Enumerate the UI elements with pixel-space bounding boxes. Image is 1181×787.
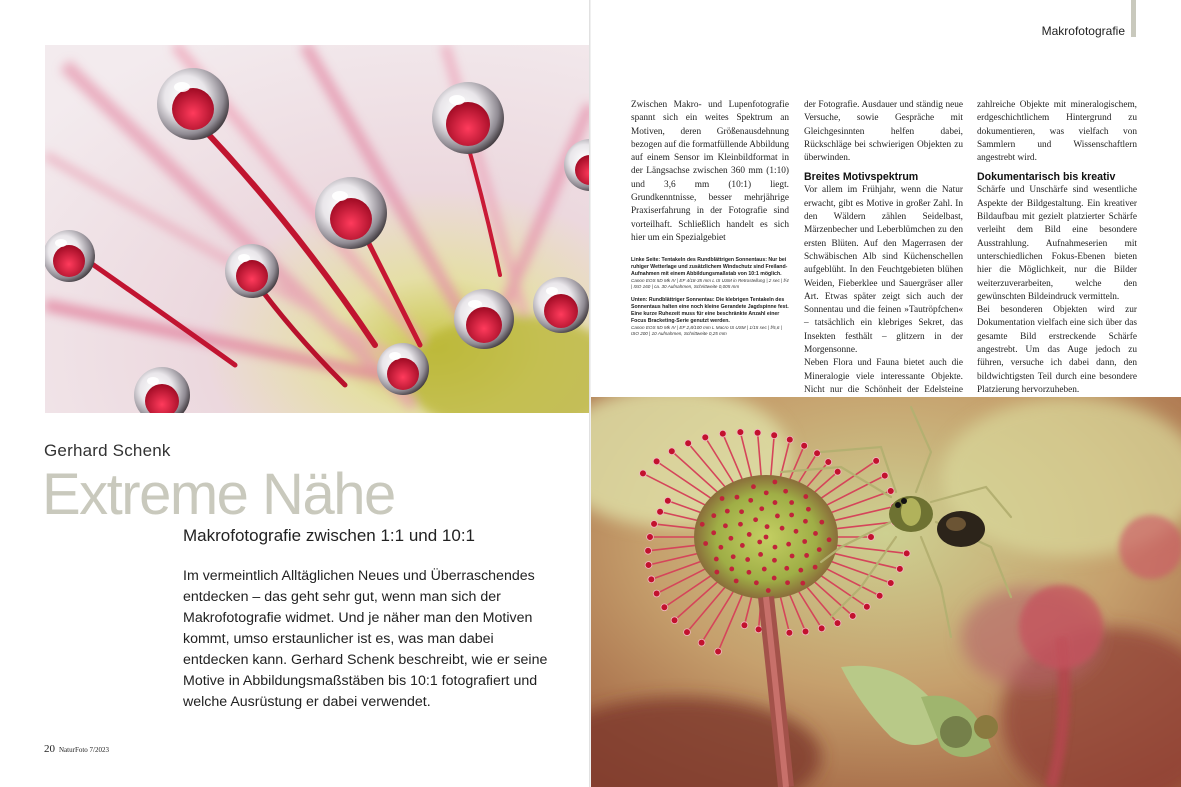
caption-text: Unten: Rundblättriger Sonnentau: Die klebrigen Tentakeln des Sonnentaus halten eine noch kleine Gerandete Jagdspinne fest. Eine kurze Ruhezeit muss für eine beschränkte Anzahl einer Focus Bracketing-Serie genutzt werden. bbox=[631, 296, 789, 324]
page-number: 20 bbox=[44, 743, 55, 755]
article-subtitle: Makrofotografie zwischen 1:1 und 10:1 bbox=[183, 526, 476, 545]
photo-caption-top bbox=[631, 257, 789, 290]
author-name: Gerhard Schenk bbox=[44, 441, 171, 460]
text-column-2 bbox=[804, 99, 963, 411]
section-tab-marker bbox=[1131, 0, 1136, 37]
body-paragraph: Bei besonderen Objekten wird zur Dokumentation vielfach eine sich über das gesamte Bild erstreckende Schärfe angestrebt. Um das Auge jedoch zu führen, versuche ich dabei dann, den bildwichtigsten Teil durch eine besondere Platzierung hervorzuheben. bbox=[977, 305, 1137, 395]
section-heading: Breites Motivspektrum bbox=[804, 171, 919, 184]
section-heading: Dokumentarisch bis kreativ bbox=[977, 171, 1116, 184]
body-paragraph: Neben Flora und Fauna bietet auch die Mineralogie viele interessante Objekte. Nicht nur die Schönheit der Edelsteine bbox=[804, 358, 963, 395]
article-headline: Extreme Nähe bbox=[42, 462, 395, 527]
spider-on-sundew-photo bbox=[591, 397, 1181, 787]
page-footer bbox=[44, 743, 109, 755]
sundew-droplets-photo bbox=[45, 45, 590, 413]
section-title: Makrofotografie bbox=[1041, 24, 1125, 38]
text-column-1 bbox=[631, 99, 789, 337]
intro-paragraph: Im vermeintlich Alltäglichen Neues und Überraschendes entdecken – das geht sehr gut, wenn man sich der Makrofotografie widmet. Und je näher man den Motiven kommt, umso erstaunlicher ist es, was man dabei entdecken kann. Gerhard Schenk beschreibt, wie er seine Motive in Abbildungsmaßstäben bis 10:1 fotografiert und welche Ausrüstung er dabei verwendet. bbox=[183, 568, 548, 710]
body-paragraph: Vor allem im Frühjahr, wenn die Natur erwacht, gibt es Motive in großer Zahl. In den Wäldern zählen Seidelbast, Märzenbecher und Leberblümchen zu den ersten Blüten. Auf den Magerrasen der Schwäbischen Alb sind Küchenschellen aufgeblüht. In den Feuchtgebieten blühen Weiden, Fieberklee und Sauergräser aller Art. Etwas später zeigt sich auch der Sonnentau und die feinen »Tautröpfchen« – tatsächlich ein klebriges Sekret, das Insekten festhält – glitzern in der Morgensonne. bbox=[804, 185, 963, 356]
caption-text: Linke Seite: Tentakeln des Rundblättrigen Sonnentaus: Nur bei ruhiger Wetterlage und zusätzlichem Windschutz sind Freiland-Aufnahmen mit einem Abbildungsmaßstab von 10:1 möglich. bbox=[631, 257, 788, 278]
caption-exif: Canon EOS 5D Mk IV | EF 4/18-35 mm L IS USM in Retrostellung | 2 sec | f/4 | ISO 160 | ca. 30 Aufnahmen, Schrittweite 0,005 mm bbox=[631, 278, 789, 290]
body-paragraph: zahlreiche Objekte mit mineralogischem, erdgeschichtlichem Hintergrund zu dokumentieren, was vielfach von Sammlern und Wissenschaftlern angestrebt wird. bbox=[977, 100, 1137, 164]
caption-exif: Canon EOS 5D Mk IV | EF 2,8/100 mm L Macro IS USM | 1/15 sec | f/5,6 | ISO 200 | 10 Aufnahmen, Schrittweite 0,25 mm bbox=[631, 324, 782, 336]
text-column-3 bbox=[977, 99, 1137, 397]
body-paragraph: Schärfe und Unschärfe sind wesentliche Aspekte der Bildgestaltung. Ein kreativer Bildaufbau mit gezielt platzierter Schärfe verleiht dem Bild eine besondere Ausstrahlung. Aufnahmeserien mit unterschiedlichen Fokus-Ebenen bieten hier die Möglichkeit, nur die Bilder weiterzuverarbeiten, welche den gewünschten Bildeindruck vermitteln. bbox=[977, 185, 1137, 302]
right-page bbox=[591, 0, 1181, 787]
body-paragraph: der Fotografie. Ausdauer und ständig neue Versuche, sowie Gespräche mit Gleichgesinnten helfen dabei, Rückschläge bei schwierigen Objekten zu überwinden. bbox=[804, 100, 963, 164]
body-paragraph: Zwischen Makro- und Lupenfotografie spannt sich ein weites Spektrum an Motiven, deren Größenausdehnung bezogen auf die formatfüllende Abbildung auf einem Sensor im Kleinbildformat in der Längsachse zwischen 360 mm (1:10) und 3,6 mm (10:1) liegt. Grundkenntnisse, besser mehrjährige Praxiserfahrung in der Fotografie sind vorteilhaft. Schließlich handelt es sich hier um ein Spezialgebiet bbox=[631, 100, 789, 243]
left-page bbox=[0, 0, 590, 787]
magazine-issue: NaturFoto 7/2023 bbox=[59, 746, 109, 754]
photo-caption-bottom bbox=[631, 297, 789, 337]
